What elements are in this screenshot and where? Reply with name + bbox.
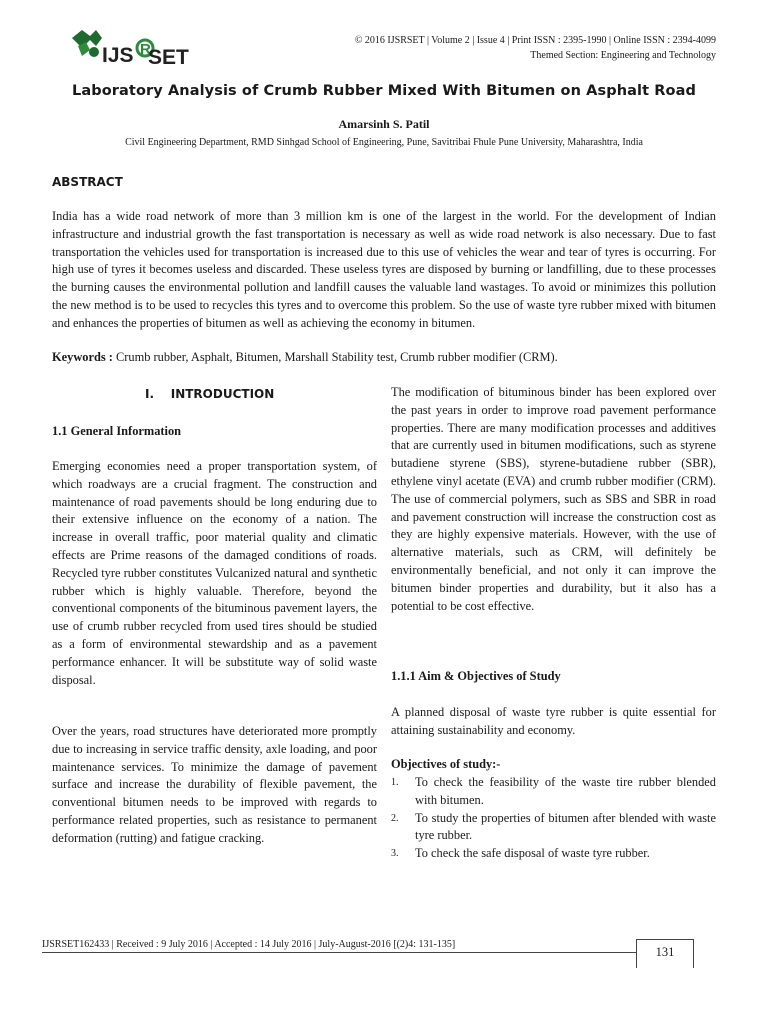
objectives-heading: Objectives of study:- [391, 757, 501, 771]
logo-icon [68, 24, 198, 68]
objective-number: 2. [391, 812, 399, 824]
author-name: Amarsinh S. Patil [338, 117, 430, 131]
introduction-heading-text: I. INTRODUCTION [145, 387, 275, 401]
keywords [52, 349, 716, 367]
journal-logo [68, 24, 198, 68]
abstract-text: India has a wide road network of more than 3 million km is one of the largest in the world. For the development of Indian infrastructure and industrial growth the fast transportation is necessary as well as wide road network is also necessary. Due to fast transportation the vehicles used for transportation is increased due to this use of vehicles the wear and tear of tyres is occurring. For high use of tyres it becomes useless and discarded. These useless tyres are disposed by burning or landfilling, due to these processes the burning causes the environmental pollution and landfill causes the valuable land wastages. To avoid or minimizes this pollution the new method is to be used to recycles this tyres and to overcome this problem. So the use of waste tyre rubber mixed with bitumen and enhances the properties of bitumen as well as achieving the economy in bitumen. [52, 209, 716, 330]
author-affiliation: Civil Engineering Department, RMD Sinhgad School of Engineering, Pune, Savitribai Fhule Pune University, Maharashtra, India [125, 137, 643, 148]
footer-citation: IJSRSET162433 | Received : 9 July 2016 | Accepted : 14 July 2016 | July-August-2016 [(2)4: 131-135] [42, 939, 456, 950]
objective-item [391, 774, 716, 810]
keywords-text: Crumb rubber, Asphalt, Bitumen, Marshall Stability test, Crumb rubber modifier (CRM). [112, 350, 558, 364]
keywords-label: Keywords : [52, 350, 113, 364]
general-information-heading: 1.1 General Information [52, 424, 182, 438]
intro-paragraph-3: The modification of bituminous binder has been explored over the past years in order to improve road pavement performance properties. There are many modification processes and additives that are currently used in bitumen modifications, such as styrene butadiene styrene (SBS), styrene-butadiene rubber (SBR), ethylene vinyl acetate (EVA) and crumb rubber modifier (CRM). The use of commercial polymers, such as SBS and SBR in road and pavement construction will increase the construction cost as they are highly expensive materials. However, with the use of alternative materials, such as CRM, will definitely be environmentally beneficial, and not only it can improve the bitumen binder properties and durability, but it also has a potential to be cost effective. [391, 385, 716, 613]
journal-meta [355, 34, 716, 63]
abstract-heading: ABSTRACT [52, 175, 123, 189]
aim-paragraph: A planned disposal of waste tyre rubber is quite essential for attaining sustainability and economy. [391, 705, 716, 737]
themed-section: Themed Section: Engineering and Technology [530, 49, 716, 61]
objective-number: 3. [391, 848, 399, 860]
objective-item [391, 845, 716, 863]
aim-objectives-heading: 1.1.1 Aim & Objectives of Study [391, 669, 561, 683]
journal-meta-line1: © 2016 IJSRSET | Volume 2 | Issue 4 | Print ISSN : 2395-1990 | Online ISSN : 2394-4099 [354, 35, 716, 46]
objective-text: To study the properties of bitumen after blended with waste tyre rubber. [415, 810, 716, 843]
logo-text-r: R [140, 41, 151, 58]
objective-text: To check the safe disposal of waste tyre rubber. [415, 846, 650, 861]
paper-title: Laboratory Analysis of Crumb Rubber Mixed With Bitumen on Asphalt Road [72, 83, 696, 99]
objectives-list [391, 774, 716, 863]
objective-text: To check the feasibility of the waste tire rubber blended with bitumen. [415, 775, 716, 807]
intro-paragraph-1: Emerging economies need a proper transportation system, of which roadways are a crucial fragment. The construction and maintenance of road pavements should be long enduring due to their extensive influence on the economy of a nation. The increase in overall traffic, poor material quality and climatic effects are Prime reasons of the damaged conditions of roads. Recycled tyre rubber constitutes Vulcanized natural and synthetic rubber which is highly valuable. Therefore, beyond the conventional components of the bituminous pavement layers, the use of crumb rubber recycled from used tires should be studied as a form of environmental stewardship and as a pavement performance enhancer. It will be substitute way of solid waste disposal. [52, 459, 377, 687]
objective-number: 1. [391, 777, 399, 788]
logo-text-set: SET [148, 46, 189, 68]
introduction-heading [145, 387, 274, 401]
objective-item [391, 810, 716, 846]
page-number: 131 [655, 945, 675, 959]
footer-divider [42, 952, 636, 953]
logo-text-ijs: IJS [102, 44, 134, 67]
intro-paragraph-2: Over the years, road structures have deteriorated more promptly due to increasing in service traffic density, axle loading, and poor maintenance services. To minimize the damage of pavement surface and increase the durability of flexible pavement, the conventional bitumen needs to be improved with regards to performance related properties, such as resistance to permanent deformation (rutting) and fatigue cracking. [52, 724, 377, 845]
